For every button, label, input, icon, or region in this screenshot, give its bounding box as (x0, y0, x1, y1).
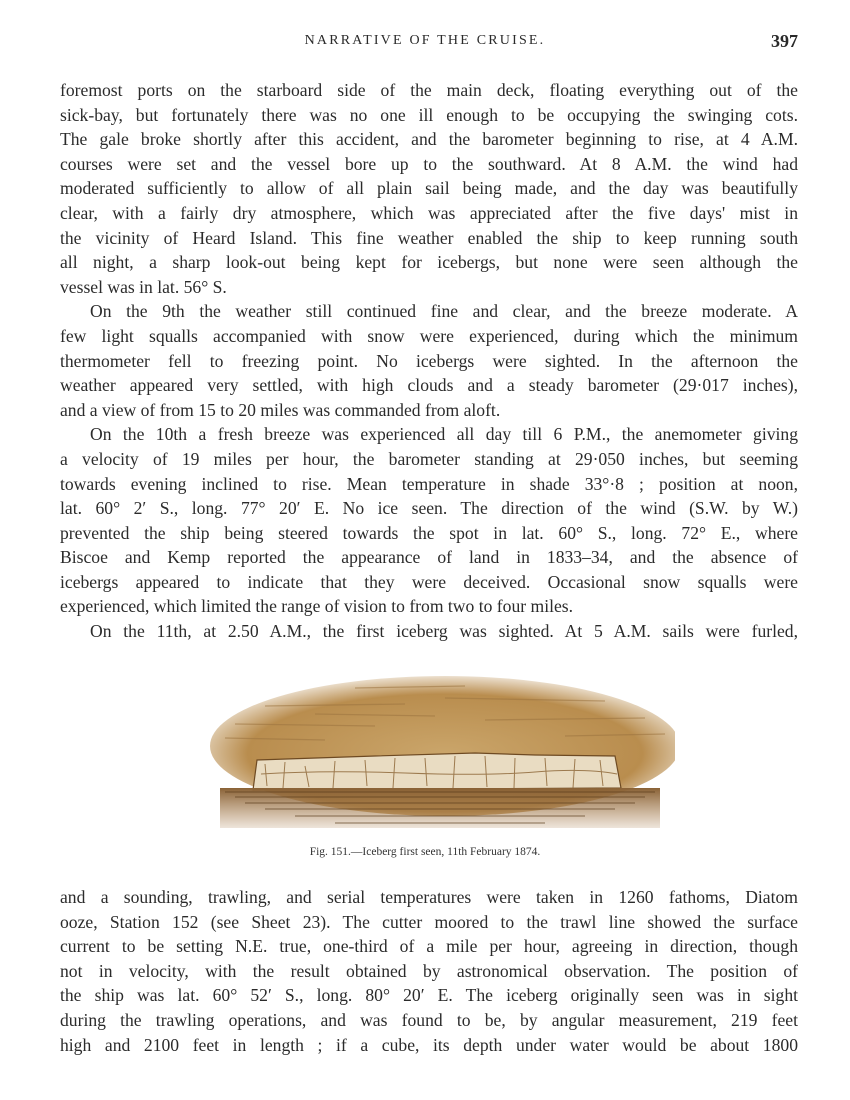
text-line: ooze, Station 152 (see Sheet 23). The cutter moored to the trawl line showed the surface (60, 911, 798, 932)
sea (220, 788, 660, 828)
text-line: weather appeared very settled, with high clouds and a steady barometer (29·017 inches), (60, 375, 798, 396)
text-line: the ship was lat. 60° 52′ S., long. 80° 20′ E. The iceberg originally seen was in sight (60, 985, 798, 1006)
iceberg-illustration (205, 676, 675, 836)
text-line: all night, a sharp look-out being kept for icebergs, but none were seen although the (60, 252, 798, 273)
text-line: not in velocity, with the result obtained by astronomical observation. The position of (60, 960, 798, 981)
text-line: On the 9th the weather still continued fine and clear, and the breeze moderate. A (90, 301, 798, 322)
text-line: The gale broke shortly after this accident, and the barometer beginning to rise, at 4 A.M. (60, 129, 798, 150)
text-line: few light squalls accompanied with snow were experienced, during which the minimum (60, 325, 798, 346)
running-title: NARRATIVE OF THE CRUISE. (304, 33, 546, 48)
text-line: clear, with a fairly dry atmosphere, which was appreciated after the five days' mist in (60, 202, 798, 223)
text-line: prevented the ship being steered towards the spot in lat. 60° S., long. 72° E., where (60, 522, 798, 543)
text-line: experienced, which limited the range of vision to from two to four miles. (60, 596, 574, 617)
text-line: foremost ports on the starboard side of the main deck, floating everything out of the (60, 80, 798, 100)
text-line: On the 10th a fresh breeze was experienced all day till 6 P.M., the anemometer giving (90, 424, 798, 445)
figure-caption: Fig. 151.—Iceberg first seen, 11th February 1874. (309, 846, 541, 858)
text-line: and a view of from 15 to 20 miles was commanded from aloft. (60, 399, 501, 420)
text-line: Biscoe and Kemp reported the appearance of land in 1833–34, and the absence of (60, 547, 798, 568)
iceberg-engraving (205, 676, 675, 836)
text-line: high and 2100 feet in length ; if a cube, its depth under water would be about 1800 (60, 1034, 798, 1055)
text-line: lat. 60° 2′ S., long. 77° 20′ E. No ice seen. The direction of the wind (S.W. by W.) (60, 498, 798, 519)
text-line: the vicinity of Heard Island. This fine weather enabled the ship to keep running south (60, 227, 798, 248)
page-number: 397 (771, 31, 798, 51)
text-line: during the trawling operations, and was found to be, by angular measurement, 219 feet (60, 1009, 798, 1030)
text-line: vessel was in lat. 56° S. (60, 276, 227, 297)
text-line: courses were set and the vessel bore up to the southward. At 8 A.M. the wind had (60, 153, 798, 174)
body-text-top (60, 78, 798, 644)
text-line: icebergs appeared to indicate that they were deceived. Occasional snow squalls were (60, 571, 798, 592)
text-line: towards evening inclined to rise. Mean temperature in shade 33°·8 ; position at noon, (60, 473, 798, 494)
text-line: On the 11th, at 2.50 A.M., the first iceberg was sighted. At 5 A.M. sails were furled, (90, 621, 798, 642)
body-text-bottom (60, 885, 798, 1057)
text-line: current to be setting N.E. true, one-third of a mile per hour, agreeing in direction, though (60, 936, 798, 957)
text-line: thermometer fell to freezing point. No icebergs were sighted. In the afternoon the (60, 350, 798, 371)
text-line: and a sounding, trawling, and serial temperatures were taken in 1260 fathoms, Diatom (60, 887, 798, 907)
text-line: moderated sufficiently to allow of all plain sail being made, and the day was beautifully (60, 178, 798, 199)
text-line: sick-bay, but fortunately there was no one ill enough to be occupying the swinging cots. (60, 104, 798, 125)
text-line: a velocity of 19 miles per hour, the barometer standing at 29·050 inches, but seeming (60, 448, 798, 469)
